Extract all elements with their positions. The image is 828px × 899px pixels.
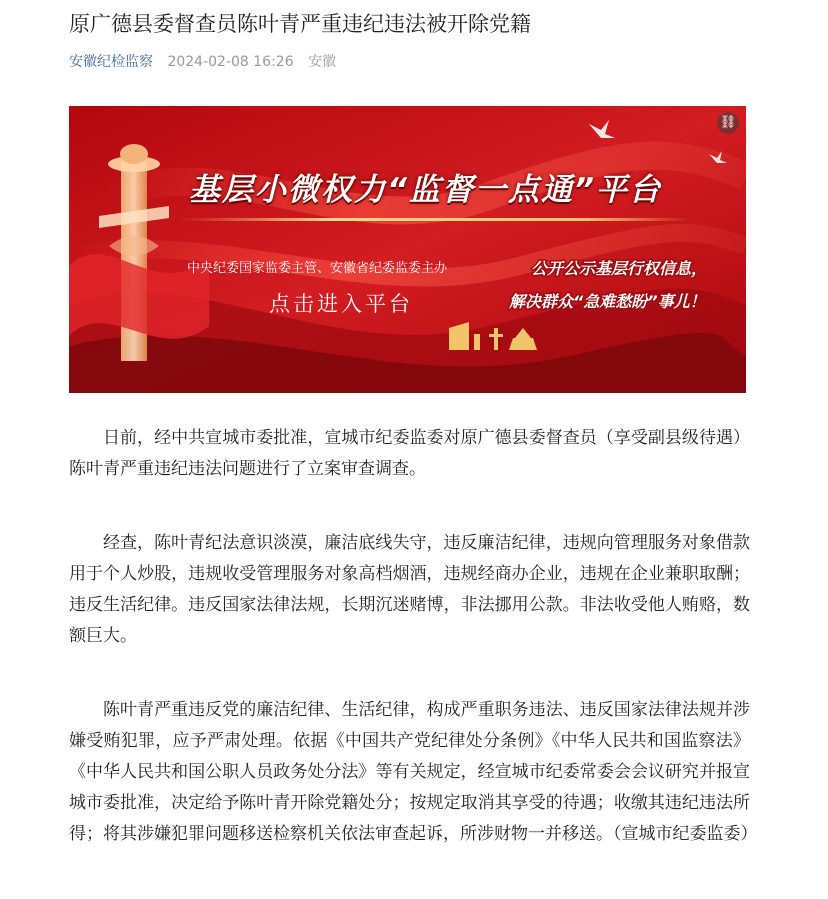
- banner-title: 基层小微权力“监督一点通”平台: [189, 172, 662, 208]
- article-meta: [69, 52, 336, 72]
- article-title: 原广德县委督查员陈叶青严重违纪违法被开除党籍: [69, 12, 531, 36]
- paragraph-2: 经查，陈叶青纪法意识淡漠，廉洁底线失守，违反廉洁纪律，违规向管理服务对象借款用于个人炒股，违规收受管理服务对象高档烟酒，违规经商办企业，违规在企业兼职取酬；违反生活纪律。违反国家法律法规，长期沉迷赌博，非法挪用公款。非法收受他人贿赂，数额巨大。: [69, 533, 750, 646]
- paragraph-3: 陈叶青严重违反党的廉洁纪律、生活纪律，构成严重职务违法、违反国家法律法规并涉嫌受贿犯罪，应予严肃处理。依据《中国共产党纪律处分条例》《中华人民共和国监察法》《中华人民共和国公职人员政务处分法》等有关规定，经宣城市纪委常委会会议研究并报宣城市委批准，决定给予陈叶青开除党籍处分；按规定取消其享受的待遇；收缴其违纪违法所得；将其涉嫌犯罪问题移送检察机关依法审查起诉，所涉财物一并移送。（宣城市纪委监委）: [69, 700, 758, 844]
- banner-slogan-line2: 解决群众“急难愁盼”事儿！: [509, 292, 706, 311]
- source-link[interactable]: 安徽纪检监察: [69, 54, 153, 70]
- region-label: 安徽: [308, 54, 337, 70]
- paragraph-1: 日前，经中共宣城市委批准，宣城市纪委监委对原广德县委督查员（享受副县级待遇）陈叶青严重违纪违法问题进行了立案审查调查。: [69, 428, 750, 479]
- link-icon[interactable]: ⛓: [717, 112, 739, 134]
- enter-platform-button[interactable]: 点击进入平台: [269, 292, 413, 316]
- platform-banner[interactable]: [69, 106, 746, 393]
- banner-slogan-line1: 公开公示基层行权信息，: [531, 259, 708, 278]
- article-body: [69, 423, 758, 893]
- publish-time: 2024-02-08 16:26: [167, 54, 294, 70]
- banner-subtitle: 中央纪委国家监委主管、安徽省纪委监委主办: [187, 261, 448, 276]
